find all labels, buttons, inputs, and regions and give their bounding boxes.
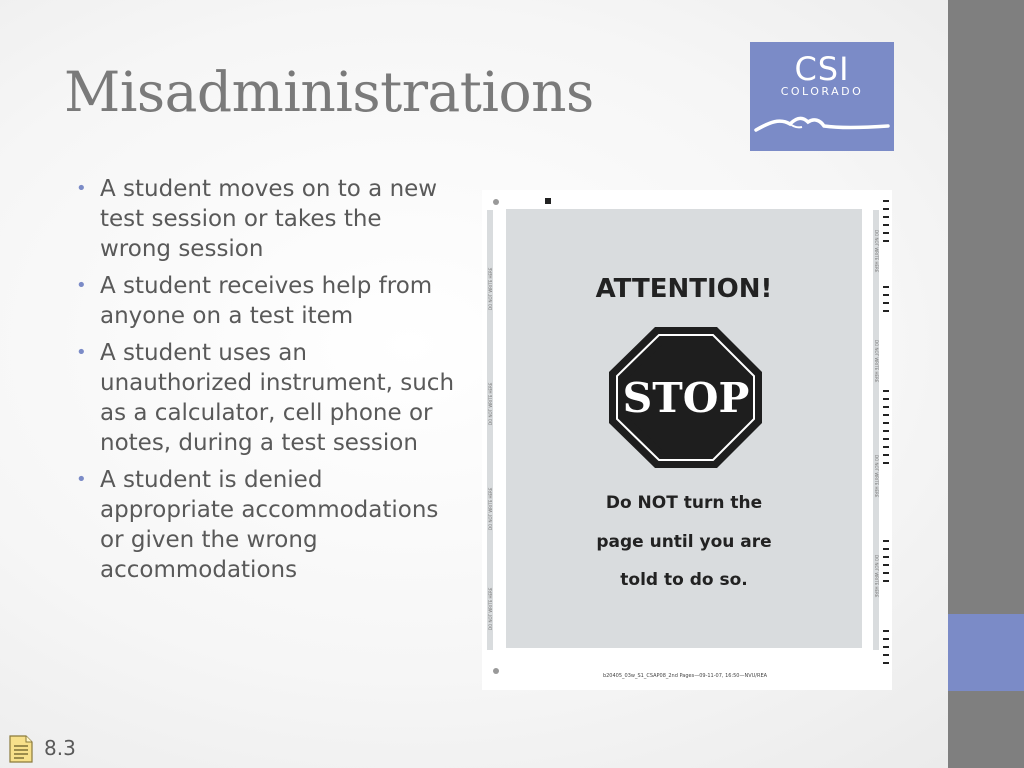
bullet-dot-icon: •	[76, 469, 87, 490]
csi-colorado-logo	[750, 42, 894, 151]
margin-label: DO NOT WRITE HERE	[874, 230, 879, 273]
bullet-dot-icon: •	[76, 178, 87, 199]
notes-icon[interactable]	[8, 734, 34, 764]
margin-label: DO NOT WRITE HERE	[874, 455, 879, 498]
bullet-dot-icon: •	[76, 275, 87, 296]
margin-label: DO NOT WRITE HERE	[488, 382, 493, 425]
image-footer-code: b20405_03w_S1_CSAP08_2nd Pages—09-11-07, 16:50—NVU/REA	[602, 673, 768, 679]
right-accent-block	[948, 614, 1024, 691]
bullet-item	[76, 465, 456, 585]
page-number: 8.3	[44, 736, 76, 760]
bullet-list	[76, 174, 456, 592]
bullet-item	[76, 271, 456, 331]
bullet-dot-icon: •	[76, 342, 87, 363]
instruction-line-2: page until you are	[596, 532, 772, 552]
bullet-item	[76, 174, 456, 264]
stop-sign-text: STOP	[622, 374, 750, 422]
margin-label: DO NOT WRITE HERE	[874, 340, 879, 383]
mountain-icon	[750, 108, 894, 148]
slide-title: Misadministrations	[64, 60, 594, 124]
instruction-line-3: told to do so.	[620, 570, 748, 590]
margin-label: DO NOT WRITE HERE	[488, 267, 493, 310]
stop-notice-graphic	[482, 190, 892, 690]
stop-notice-image	[482, 190, 892, 690]
margin-label: DO NOT WRITE HERE	[874, 555, 879, 598]
margin-label: DO NOT WRITE HERE	[488, 487, 493, 530]
bullet-text: A student uses an unauthorized instrument, such as a calculator, cell phone or notes, during a test session	[100, 340, 455, 456]
margin-label: DO NOT WRITE HERE	[488, 587, 493, 630]
bullet-text: A student receives help from anyone on a test item	[100, 273, 433, 329]
bullet-text: A student is denied appropriate accommodations or given the wrong accommodations	[100, 467, 439, 583]
logo-colorado-text: COLORADO	[780, 85, 864, 98]
bullet-text: A student moves on to a new test session or takes the wrong session	[100, 176, 438, 262]
instruction-line-1: Do NOT turn the	[605, 493, 763, 513]
attention-heading: ATTENTION!	[595, 274, 773, 304]
bullet-item	[76, 338, 456, 458]
logo-csi-text: CSI	[794, 50, 850, 88]
